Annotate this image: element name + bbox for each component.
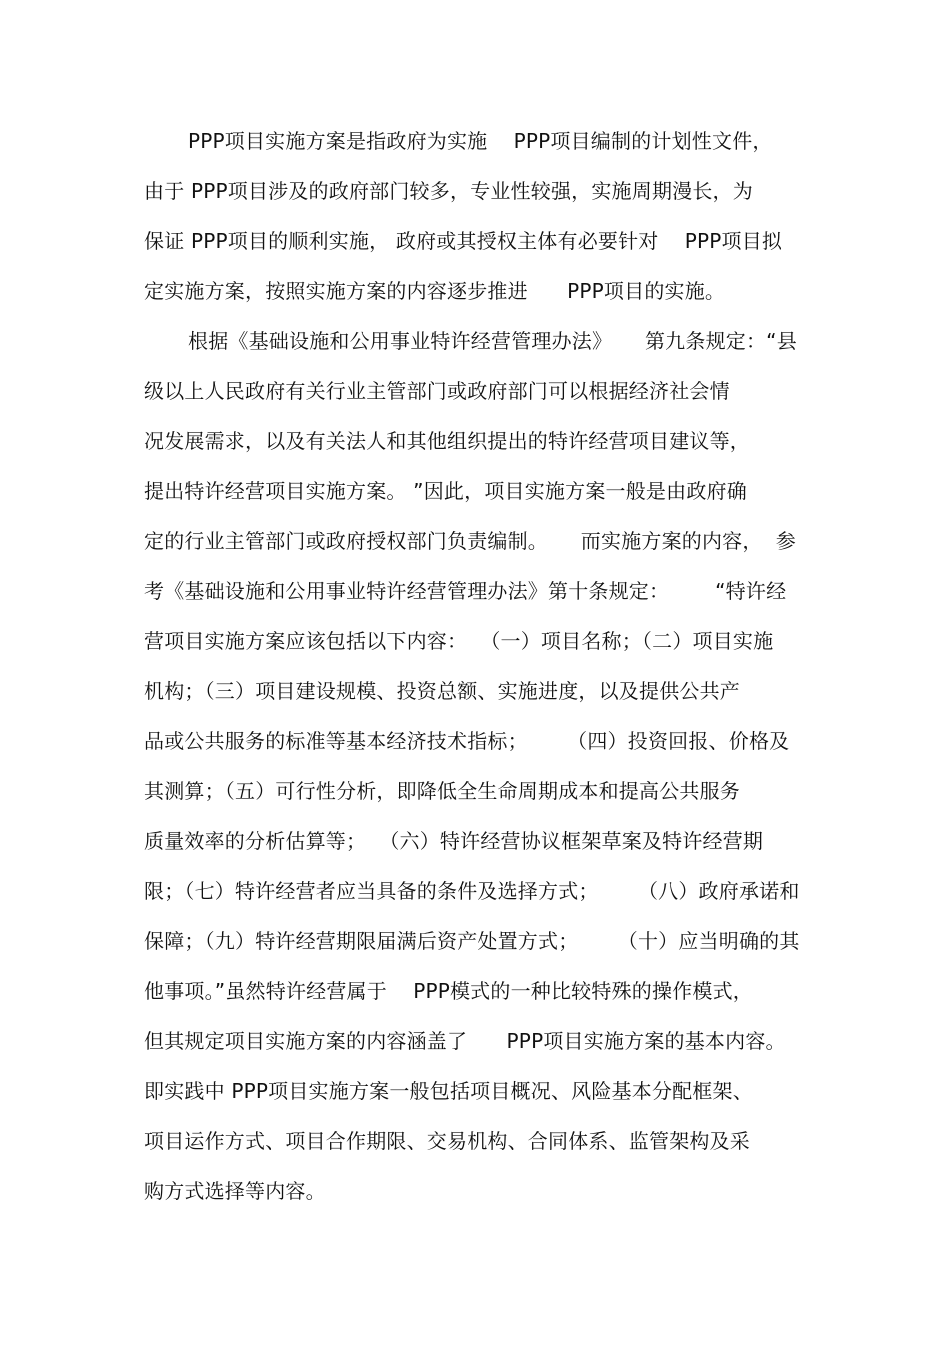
paragraph-2-line-15: 但其规定项目实施方案的内容涵盖了 PPP项目实施方案的基本内容。 bbox=[144, 1029, 786, 1053]
paragraph-2-line-6: 考《基础设施和公用事业特许经营管理办法》第十条规定： “特许经 bbox=[144, 579, 787, 603]
paragraph-2-line-10: 其测算；（五）可行性分析，即降低全生命周期成本和提高公共服务 bbox=[144, 779, 740, 803]
paragraph-2-line-14: 他事项。”虽然特许经营属于 PPP模式的一种比较特殊的操作模式， bbox=[144, 979, 753, 1003]
paragraph-2-line-18: 购方式选择等内容。 bbox=[144, 1179, 326, 1203]
paragraph-2-line-9: 品或公共服务的标准等基本经济技术指标； （四）投资回报、价格及 bbox=[144, 729, 790, 753]
paragraph-1-line-3: 保证 PPP项目的顺利实施， 政府或其授权主体有必要针对 PPP项目拟 bbox=[144, 229, 783, 253]
paragraph-2-line-4: 提出特许经营项目实施方案。 ”因此，项目实施方案一般是由政府确 bbox=[144, 479, 747, 503]
paragraph-2-line-11: 质量效率的分析估算等； （六）特许经营协议框架草案及特许经营期 bbox=[144, 829, 764, 853]
paragraph-2-line-2: 级以上人民政府有关行业主管部门或政府部门可以根据经济社会情 bbox=[144, 379, 730, 403]
paragraph-2-line-17: 项目运作方式、项目合作期限、交易机构、合同体系、监管架构及采 bbox=[144, 1129, 750, 1153]
paragraph-1-line-2: 由于 PPP项目涉及的政府部门较多，专业性较强，实施周期漫长，为 bbox=[144, 179, 753, 203]
paragraph-1-line-1: PPP项目实施方案是指政府为实施 PPP项目编制的计划性文件， bbox=[188, 129, 773, 153]
paragraph-2-line-12: 限；（七）特许经营者应当具备的条件及选择方式； （八）政府承诺和 bbox=[144, 879, 800, 903]
paragraph-2-line-5: 定的行业主管部门或政府授权部门负责编制。 而实施方案的内容， 参 bbox=[144, 529, 796, 553]
paragraph-2-line-16: 即实践中 PPP项目实施方案一般包括项目概况、风险基本分配框架、 bbox=[144, 1079, 753, 1103]
paragraph-2-line-3: 况发展需求，以及有关法人和其他组织提出的特许经营项目建议等， bbox=[144, 429, 750, 453]
paragraph-2-line-1: 根据《基础设施和公用事业特许经营管理办法》 第九条规定：“县 bbox=[188, 329, 797, 353]
paragraph-1-line-4: 定实施方案，按照实施方案的内容逐步推进 PPP项目的实施。 bbox=[144, 279, 726, 303]
paragraph-2-line-7: 营项目实施方案应该包括以下内容： （一）项目名称；（二）项目实施 bbox=[144, 629, 774, 653]
paragraph-2-line-13: 保障；（九）特许经营期限届满后资产处置方式； （十）应当明确的其 bbox=[144, 929, 800, 953]
paragraph-2-line-8: 机构；（三）项目建设规模、投资总额、实施进度，以及提供公共产 bbox=[144, 679, 740, 703]
